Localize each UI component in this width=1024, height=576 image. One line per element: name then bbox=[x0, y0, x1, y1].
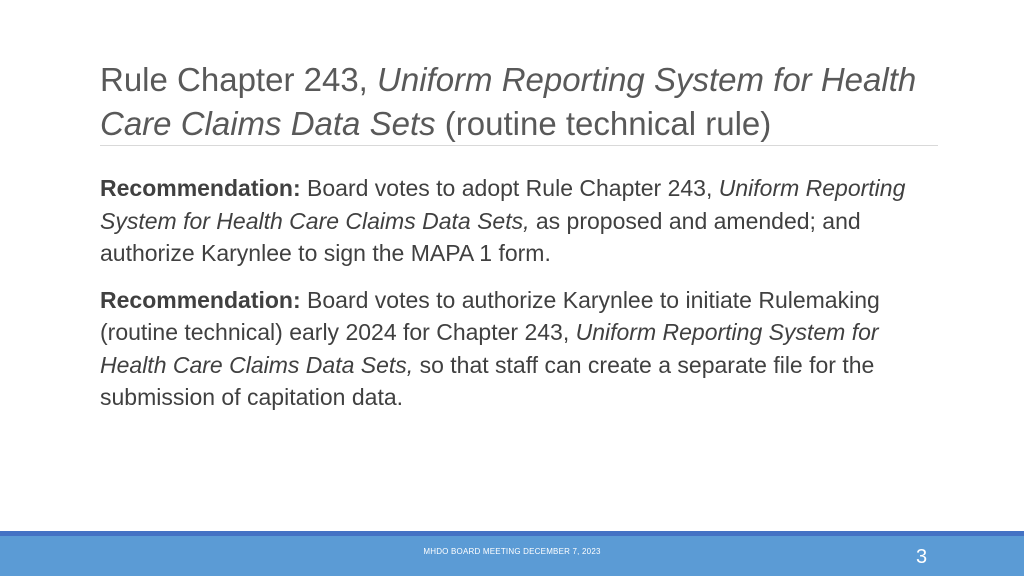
recommendation-text: Board votes to adopt Rule Chapter 243, bbox=[300, 175, 719, 201]
recommendation-paragraph-2 bbox=[100, 284, 950, 414]
recommendation-italic: Uniform Reporting System for Health Care Claims Data Sets, bbox=[100, 175, 906, 234]
page-number: 3 bbox=[916, 546, 928, 568]
title-italic: Uniform Reporting System for Health Care Claims Data Sets bbox=[100, 61, 917, 142]
title-divider bbox=[100, 145, 938, 146]
recommendation-paragraph-1 bbox=[100, 172, 950, 270]
title-suffix: (routine technical rule) bbox=[435, 105, 772, 142]
title-prefix: Rule Chapter 243, bbox=[100, 61, 378, 98]
recommendation-italic: Uniform Reporting System for Health Care Claims Data Sets, bbox=[100, 319, 879, 378]
footer-text: MHDO BOARD MEETING DECEMBER 7, 2023 bbox=[423, 547, 601, 556]
recommendation-label: Recommendation: bbox=[100, 286, 301, 313]
recommendation-text: Board votes to authorize Karynlee to initiate Rulemaking (routine technical) early 2024 for Chapter 243, bbox=[100, 286, 880, 345]
slide-body bbox=[100, 172, 950, 428]
recommendation-text-end: so that staff can create a separate file for the submission of capitation data. bbox=[100, 351, 875, 410]
footer-bar bbox=[0, 536, 1024, 576]
recommendation-label: Recommendation: bbox=[100, 175, 301, 201]
slide-title bbox=[100, 58, 950, 146]
recommendation-text-end: as proposed and amended; and authorize Karynlee to sign the MAPA 1 form. bbox=[100, 207, 861, 266]
